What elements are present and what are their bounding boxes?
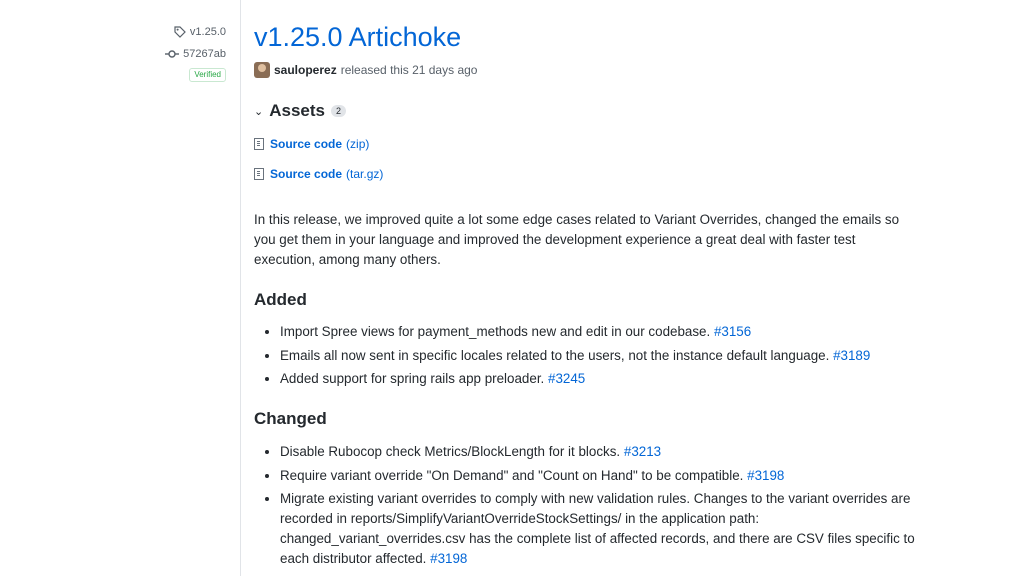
added-heading: Added bbox=[254, 290, 307, 309]
asset-format: (tar.gz) bbox=[346, 167, 384, 181]
file-zip-icon bbox=[254, 168, 264, 180]
asset-source-targz[interactable] bbox=[254, 167, 383, 181]
list-item bbox=[280, 442, 920, 462]
list-item bbox=[280, 466, 920, 486]
list-item bbox=[280, 369, 920, 389]
item-text: Added support for spring rails app preloader. bbox=[280, 371, 545, 386]
release-description: In this release, we improved quite a lot some edge cases related to Variant Overrides, changed the emails so you get them in your language and improved the development experience a great deal with faster test execution, among many others. bbox=[254, 212, 900, 267]
git-commit-icon bbox=[165, 49, 179, 59]
asset-format: (zip) bbox=[346, 137, 370, 151]
issue-link[interactable]: #3189 bbox=[833, 347, 871, 363]
release-title[interactable]: v1.25.0 Artichoke bbox=[254, 22, 462, 52]
item-text: Import Spree views for payment_methods new and edit in our codebase. bbox=[280, 324, 711, 339]
chevron-down-icon: ⌄ bbox=[254, 105, 264, 118]
item-text: Disable Rubocop check Metrics/BlockLength for it blocks. bbox=[280, 444, 621, 459]
release-sidebar bbox=[0, 0, 241, 576]
list-item bbox=[280, 489, 920, 569]
item-text: Migrate existing variant overrides to comply with new validation rules. Changes to the variant overrides are recorded in reports/SimplifyVariantOverrideStockSettings/ in the application path: changed_variant_overrides.csv has the complete list of affected records, and there are CSV files specific to each distributor affected. bbox=[280, 491, 915, 566]
changed-list bbox=[254, 442, 920, 573]
asset-source-zip[interactable] bbox=[254, 137, 369, 151]
released-text: released this 21 days ago bbox=[340, 63, 478, 77]
release-meta bbox=[254, 62, 477, 78]
issue-link[interactable]: #3198 bbox=[430, 551, 468, 566]
assets-count-badge: 2 bbox=[331, 105, 346, 117]
commit-link[interactable] bbox=[165, 48, 226, 60]
list-item bbox=[280, 322, 920, 342]
issue-link[interactable]: #3198 bbox=[747, 467, 785, 483]
issue-link[interactable]: #3156 bbox=[713, 324, 752, 339]
asset-name: Source code bbox=[270, 137, 343, 151]
file-zip-icon bbox=[254, 138, 264, 150]
added-list bbox=[254, 322, 920, 393]
tag-link[interactable] bbox=[174, 26, 226, 38]
author-link[interactable]: sauloperez bbox=[274, 63, 337, 77]
list-item bbox=[280, 346, 920, 366]
tag-icon bbox=[174, 26, 186, 38]
item-text: Require variant override "On Demand" and "Count on Hand" to be compatible. bbox=[280, 467, 744, 483]
tag-label: v1.25.0 bbox=[189, 26, 226, 38]
verified-badge[interactable]: Verified bbox=[189, 68, 226, 82]
issue-link[interactable]: #3213 bbox=[623, 444, 662, 459]
issue-link[interactable]: #3245 bbox=[548, 371, 586, 386]
asset-name: Source code bbox=[270, 167, 343, 181]
avatar[interactable] bbox=[254, 62, 270, 78]
commit-sha: 57267ab bbox=[183, 48, 226, 60]
assets-title: Assets bbox=[269, 101, 325, 120]
changed-heading: Changed bbox=[254, 409, 327, 428]
item-text: Emails all now sent in specific locales related to the users, not the instance default language. bbox=[280, 347, 830, 363]
assets-toggle[interactable] bbox=[254, 101, 346, 121]
